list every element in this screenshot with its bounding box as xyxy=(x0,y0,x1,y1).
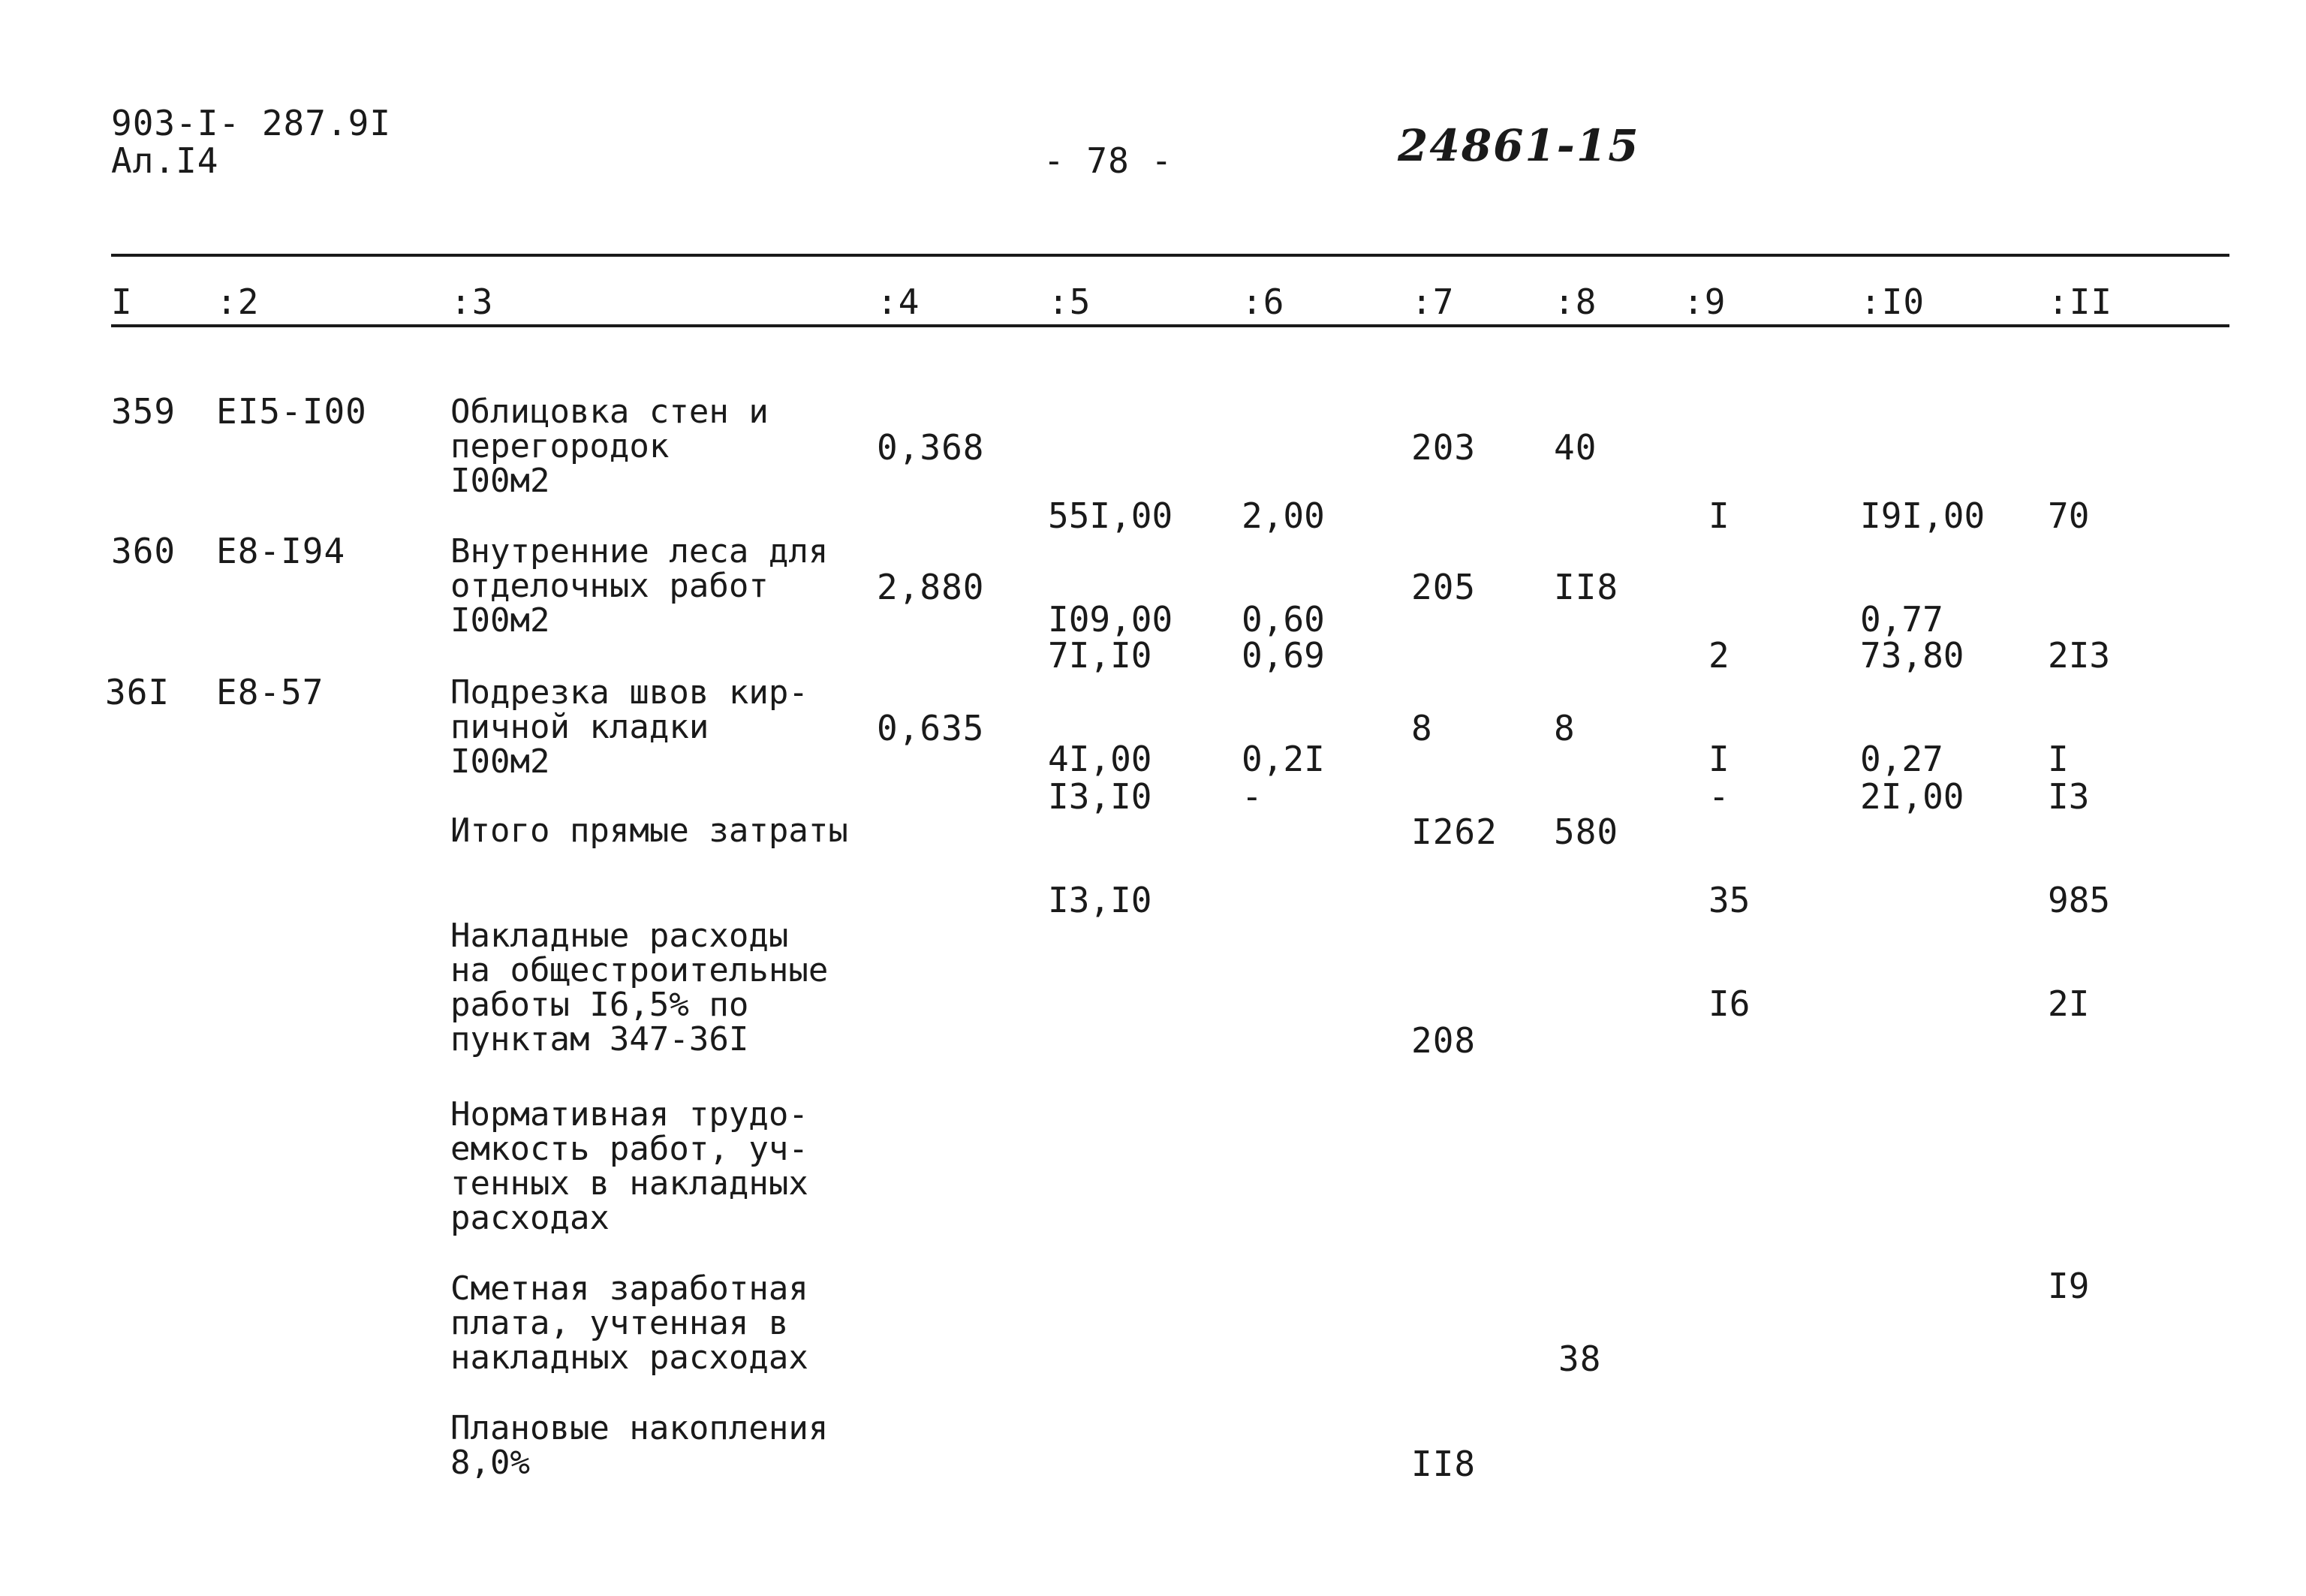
row-361-num: 36I xyxy=(105,672,170,712)
summary-labor-intensity-col11: I9 xyxy=(2048,1266,2090,1306)
row-359-col11: 70 xyxy=(2048,495,2090,536)
summary-wages-col8: 38 xyxy=(1558,1339,1602,1379)
summary-direct-costs-col11: 985 2I xyxy=(2048,880,2111,1024)
summary-overhead-col7: 208 xyxy=(1411,1020,1477,1061)
summary-direct-costs-col8: 580 xyxy=(1554,812,1619,852)
col-header-11: :II xyxy=(2048,282,2113,322)
row-359-col5: 55I,00 I09,00 xyxy=(1048,495,1173,640)
row-359-desc: Облицовка стен и перегородок I00м2 xyxy=(450,393,769,500)
row-360-qty: 2,880 xyxy=(877,567,985,607)
row-361-col11: I3 xyxy=(2048,776,2090,817)
row-359-col6: 2,00 0,60 xyxy=(1242,495,1325,640)
col-header-2: :2 xyxy=(216,282,260,322)
row-360-num: 360 xyxy=(111,531,176,571)
row-361-desc: Подрезка швов кир- пичной кладки I00м2 xyxy=(450,673,808,781)
row-360-col5: 7I,I0 4I,00 xyxy=(1048,635,1152,779)
row-360-col7: 205 xyxy=(1411,567,1477,607)
row-359-col7: 203 xyxy=(1411,427,1477,468)
col-header-6: :6 xyxy=(1242,282,1285,322)
page-number: - 78 - xyxy=(1043,140,1173,181)
summary-overhead-label: Накладные расходы на общестроительные работы I6,5% по пунктам 347-36I xyxy=(450,917,829,1058)
summary-direct-costs-col7: I262 xyxy=(1411,812,1498,852)
summary-wages-label: Сметная заработная плата, учтенная в накладных расходах xyxy=(450,1269,808,1377)
summary-direct-costs-label: Итого прямые затраты xyxy=(450,812,848,850)
row-359-col9: I xyxy=(1708,495,1730,536)
summary-planned-savings-col7: II8 xyxy=(1411,1444,1477,1484)
row-361-col5: I3,I0 I3,I0 xyxy=(1048,776,1152,920)
row-360-col8: II8 xyxy=(1554,567,1619,607)
row-360-col9: 2 I xyxy=(1708,635,1730,779)
header-bottom-rule xyxy=(111,324,2229,327)
row-359-col10: I9I,00 0,77 xyxy=(1860,495,1985,640)
row-360-col10: 73,80 0,27 xyxy=(1860,635,1964,779)
sheet-label: Ал.I4 xyxy=(111,140,219,181)
row-359-code: EI5-I00 xyxy=(216,391,367,432)
doc-code: 903-I- 287.9I xyxy=(111,103,392,143)
stamp-number: 24861-15 xyxy=(1398,120,1640,171)
col-header-9: :9 xyxy=(1683,282,1726,322)
row-361-col8: 8 xyxy=(1554,708,1576,748)
col-header-8: :8 xyxy=(1554,282,1597,322)
row-361-col10: 2I,00 xyxy=(1860,776,1964,817)
row-359-qty: 0,368 xyxy=(877,427,985,468)
summary-labor-intensity-label: Нормативная трудо- емкость работ, уч- тенных в накладных расходах xyxy=(450,1095,808,1237)
summary-planned-savings-label: Плановые накопления 8,0% xyxy=(450,1409,829,1482)
row-359-col8: 40 xyxy=(1554,427,1597,468)
row-360-code: E8-I94 xyxy=(216,531,346,571)
col-header-1: I xyxy=(111,282,133,322)
row-361-col9: - xyxy=(1708,776,1730,817)
row-360-desc: Внутренние леса для отделочных работ I00м2 xyxy=(450,532,829,640)
row-361-code: E8-57 xyxy=(216,672,324,712)
row-361-col7: 8 xyxy=(1411,708,1433,748)
col-header-4: :4 xyxy=(877,282,920,322)
col-header-5: :5 xyxy=(1048,282,1091,322)
summary-direct-costs-col9: 35 I6 xyxy=(1708,880,1751,1024)
row-360-col11: 2I3 I xyxy=(2048,635,2111,779)
row-361-qty: 0,635 xyxy=(877,708,985,748)
header-top-rule xyxy=(111,254,2229,257)
row-359-num: 359 xyxy=(111,391,176,432)
row-361-col6: - xyxy=(1242,776,1263,817)
col-header-3: :3 xyxy=(450,282,494,322)
col-header-7: :7 xyxy=(1411,282,1455,322)
col-header-10: :I0 xyxy=(1860,282,1925,322)
row-360-col6: 0,69 0,2I xyxy=(1242,635,1325,779)
